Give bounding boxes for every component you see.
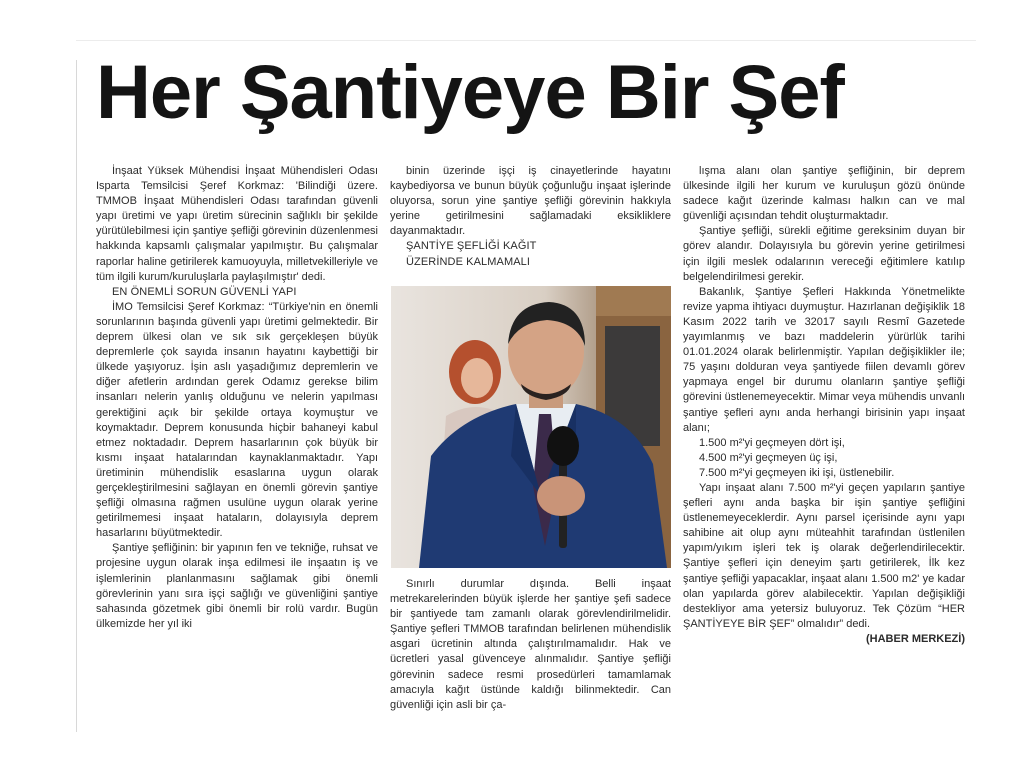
list-item: 1.500 m²'yi geçmeyen dört işi, <box>699 436 845 449</box>
byline-credit: (HABER MERKEZİ) <box>866 632 965 645</box>
paragraph: Şantiye şefliğinin: bir yapının fen ve tekniğe, ruhsat ve projesine uygun olarak inşa edilmesi ile inşaatın iş ve işlemlerinin planlanmasını sağlamak gibi önemli görevlerinin yanı sıra işçi sağlığı ve güvenliğini şantiye sahasında gözetmek gibi önemli bir rolü vardır. Bugün ülkemizde her yıl iki <box>96 542 378 630</box>
list-item: 4.500 m²'yi geçmeyen üç işi, <box>699 451 838 464</box>
top-rule <box>76 40 976 41</box>
paragraph: lışma alanı olan şantiye şefliğinin, bir deprem ülkesinde ilgili her kurum ve kuruluşun gözü önünde sadece kağıt üzerinde kalması halkın can ve mal güvenliği açısından tehdit oluşturmaktadır. <box>683 165 965 223</box>
article-column-2-top <box>390 164 671 270</box>
left-rule <box>76 60 77 732</box>
article-photo <box>391 286 671 568</box>
paragraph: binin üzerinde işçi iş cinayetlerinde hayatını kaybediyorsa ve bunun büyük çoğunluğu inşaat işlerinde oluyorsa, sorun yine şantiye şefliği görevinin hakkıyla yerine getirilmesini sağlamadaki eksikliklere dayanmaktadır. <box>390 165 671 238</box>
list-item: 7.500 m²'yi geçmeyen iki işi, üstlenebilir. <box>699 466 895 479</box>
paragraph: İnşaat Yüksek Mühendisi İnşaat Mühendisleri Odası Isparta Temsilcisi Şeref Korkmaz: 'Bilindiği üzere. TMMOB İnşaat Mühendisleri Odası tarafından güvenli yapı üretimi ve yapı üretim sürecinin sağlıklı bir şekilde yürütülebilmesi için şantiye şefliği görevinin düzenlenmesi hakkında kapsamlı çalışmalar yapılmıştır. Bu çalışmalar raporlar haline getirilerek kamuoyuyla, milletvekilleriyle ve tüm ilgili kurum/kuruluşlarla paylaşılmıştır' dedi. <box>96 165 378 283</box>
article-column-1 <box>96 164 378 632</box>
paragraph: Sınırlı durumlar dışında. Belli inşaat metrekarelerinden büyük işlerde her şantiye şefi sadece bir şantiyede tam zamanlı olarak görevlendirilmelidir. Şantiye şefleri TMMOB tarafından belirlenen mühendislik asgari ücretinin altında çalıştırılmamalıdır. Hak ve ücretleri yasal güvenceye alınmalıdır. Şantiye şefliği görevinin sadece resmi prosedürleri tamamlamak amacıyla kağıt üstünde kaldığı bilinmektedir. Can güvenliği için asli bir ça- <box>390 578 671 711</box>
subheading: ÜZERİNDE KALMAMALI <box>406 255 531 268</box>
article-column-3 <box>683 164 965 647</box>
article-column-2-bottom <box>390 577 671 713</box>
paragraph: İMO Temsilcisi Şeref Korkmaz: “Türkiye'nin en önemli sorunlarının başında güvenli yapı üretimi gelmektedir. Bir deprem ülkesi olan ve sık sık gerçekleşen büyük depremlerle çok sayıda insanın hayatını kaybettiği bir ülkede yaşıyoruz. İşin aslı yaşadığımız depremlerin ve diğer afetlerin ardından gerek Odamız gerekse bilim insanları nelerin yanlış olduğunu ve nelerin yapılması gerektiğini açık bir şekilde ortaya koymuştur ve koymaktadır. Deprem konusunda hiçbir bahaneyi kabul etmez noktadadır. Deprem hasarlarının çok büyük bir kısmı inşaat hatalarından kaynaklanmaktadır. Yapı üretiminin mühendislik esaslarına uygun olarak gerçekleştirilmesini sağlayan en önemli görevin şantiye şefliği olmasına rağmen usulüne uygun olarak yerine getirilmemesi inşaat hataların, dolayısıyla deprem hasarlarını büyütmektedir. <box>96 300 378 540</box>
subheading: EN ÖNEMLİ SORUN GÜVENLİ YAPI <box>112 285 297 298</box>
paragraph: Yapı inşaat alanı 7.500 m²'yi geçen yapıların şantiye şefleri aynı anda başka bir işin şantiye şefliğini üstlenemeyeceklerdir. Aynı parsel içerisinde aynı yapı sahibine ait olup aynı müteahhit tarafından üstlenilen yapım/yıkım işleri tek iş olarak değerlendirilecektir. Şantiye şefleri için deneyim şartı getirilerek, İlk kez şantiye şefliği yapacaklar, inşaat alanı 1.500 m2' ye kadar olan yapılarda görev alabilecektir. Yapılan değişikliği destekliyor ama yetersiz buluyoruz. Tek Çözüm “HER ŞANTİYEYE BİR ŞEF” olmalıdır” dedi. <box>683 481 965 630</box>
speaker-photo-illustration <box>391 286 671 568</box>
paragraph: Şantiye şefliği, sürekli eğitime gereksinim duyan bir görev alandır. Dolayısıyla bu görevin yerine getirilmesi için ilgili meslek odalarının vereceği eğitimlere katılıp belgelendirilmesi gerekir. <box>683 225 965 283</box>
headline: Her Şantiyeye Bir Şef <box>96 50 844 135</box>
paragraph: Bakanlık, Şantiye Şefleri Hakkında Yönetmelikte revize yapma ihtiyacı duymuştur. Hazırlanan değişiklik 18 Kasım 2022 tarih ve 32017 sayılı Resmî Gazetede yayımlanmış ve bazı maddelerin yürürlük tarihi 01.01.2024 olarak belirlenmiştir. Yapılan değişiklikler ile; 75 yaşını dolduran veya şantiyede fiilen devamlı görev yapmaya engel bir durumu olanların şantiye şefliği görevini üstlenemeyecektir. Mimar veya mühendis unvanlı şantiye şefleri aynı anda herhangi birisinin yapı inşaat alanı; <box>683 285 965 434</box>
subheading: ŞANTİYE ŞEFLİĞİ KAĞIT <box>406 240 537 253</box>
